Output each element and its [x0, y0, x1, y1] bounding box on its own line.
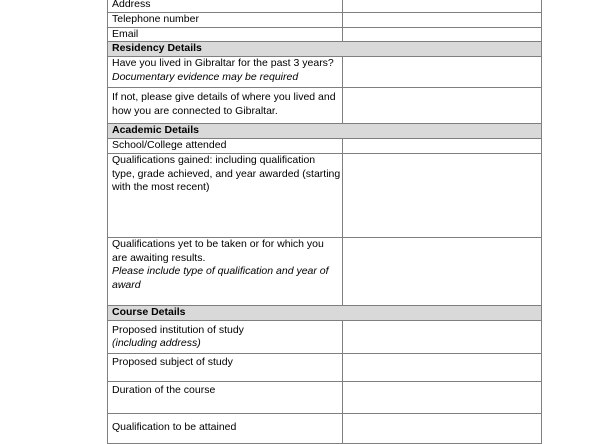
telephone-label: Telephone number	[108, 12, 343, 27]
subject-answer-cell[interactable]	[343, 353, 542, 381]
residency-details-label: If not, please give details of where you lived and how you are connected to Gibraltar.	[108, 88, 343, 124]
academic-section-header	[108, 124, 542, 139]
qualifications-gained-label: Qualifications gained: including qualification type, grade achieved, and year awarded (starting with the most recent)	[108, 153, 343, 237]
school-answer-cell[interactable]	[343, 138, 542, 153]
qualification-attained-label: Qualification to be attained	[108, 413, 343, 443]
telephone-row	[108, 12, 542, 27]
qualifications-pending-answer-cell[interactable]	[343, 237, 542, 305]
institution-note: (including address)	[112, 337, 201, 350]
course-section-header	[108, 305, 542, 320]
email-label: Email	[108, 27, 343, 42]
residency-details-answer-cell[interactable]	[343, 88, 542, 124]
residency-lived-row	[108, 57, 542, 88]
email-row	[108, 27, 542, 42]
qualifications-pending-label: Qualifications yet to be taken or for which you are awaiting results. Please include type of qualification and year of award	[108, 237, 343, 305]
course-heading: Course Details	[108, 305, 542, 320]
residency-details-row	[108, 88, 542, 124]
duration-label: Duration of the course	[108, 381, 343, 413]
qualifications-gained-row	[108, 153, 542, 237]
academic-heading: Academic Details	[108, 124, 542, 139]
address-label: Address	[108, 0, 343, 12]
duration-row	[108, 381, 542, 413]
residency-evidence-note: Documentary evidence may be required	[112, 70, 299, 83]
institution-label: Proposed institution of study (including address)	[108, 320, 343, 353]
email-answer-cell[interactable]	[343, 27, 542, 42]
duration-answer-cell[interactable]	[343, 381, 542, 413]
qualification-attained-row	[108, 413, 542, 443]
application-form-table	[107, 0, 542, 444]
residency-lived-label: Have you lived in Gibraltar for the past 3 years? Documentary evidence may be required	[108, 57, 343, 88]
residency-section-header	[108, 42, 542, 57]
qualifications-pending-row	[108, 237, 542, 305]
telephone-answer-cell[interactable]	[343, 12, 542, 27]
institution-row	[108, 320, 542, 353]
residency-lived-answer-cell[interactable]	[343, 57, 542, 88]
residency-heading: Residency Details	[108, 42, 542, 57]
qualifications-gained-answer-cell[interactable]	[343, 153, 542, 237]
address-answer-cell[interactable]	[343, 0, 542, 12]
qualification-attained-answer-cell[interactable]	[343, 413, 542, 443]
qualifications-pending-note: Please include type of qualification and year of	[112, 265, 329, 278]
institution-answer-cell[interactable]	[343, 320, 542, 353]
subject-label: Proposed subject of study	[108, 353, 343, 381]
school-label: School/College attended	[108, 138, 343, 153]
school-row	[108, 138, 542, 153]
address-row	[108, 0, 542, 12]
subject-row	[108, 353, 542, 381]
